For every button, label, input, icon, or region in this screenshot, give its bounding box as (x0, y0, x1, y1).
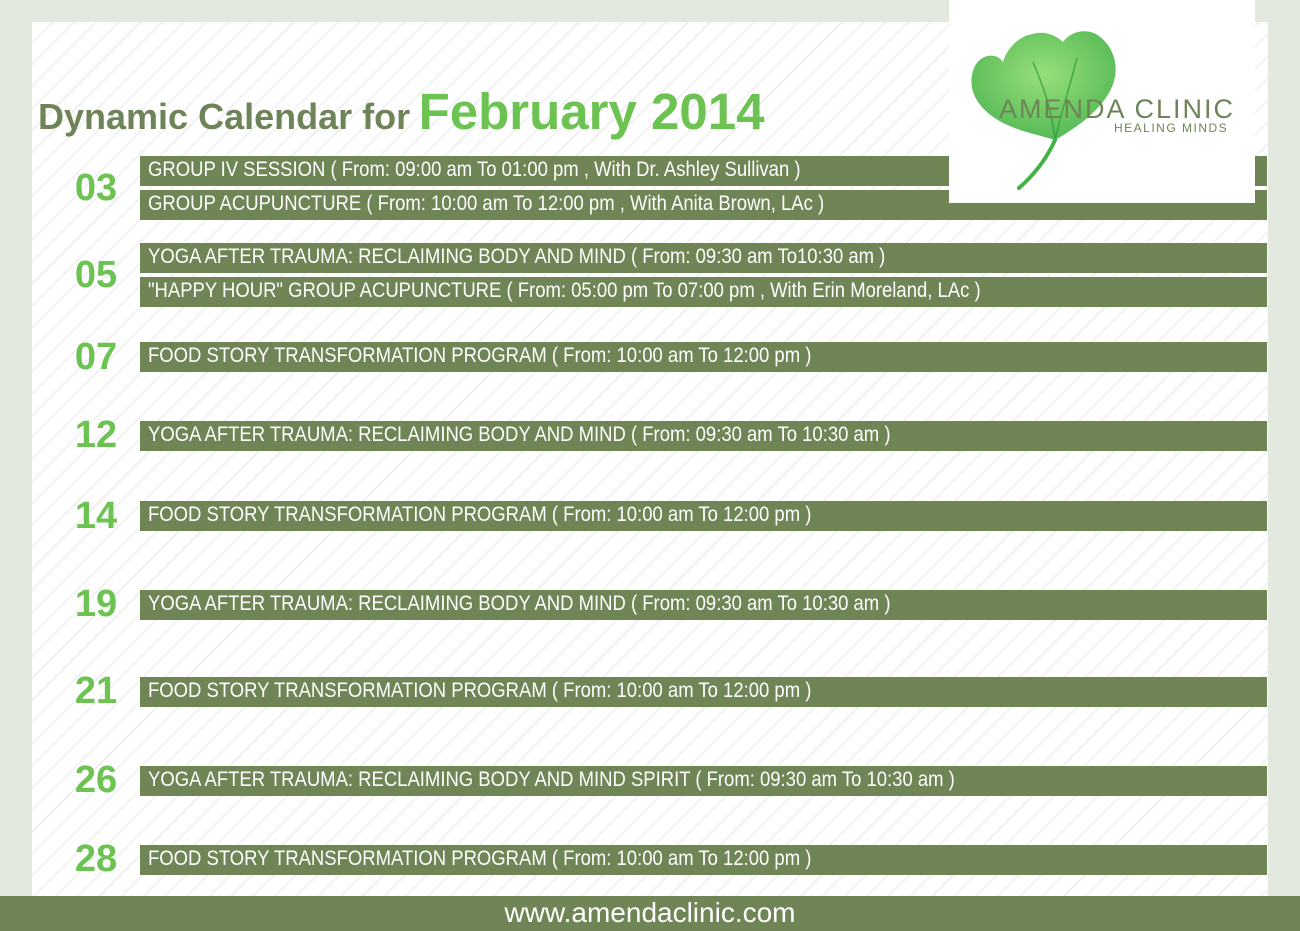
day-number: 26 (74, 759, 118, 801)
event-label: "HAPPY HOUR" GROUP ACUPUNCTURE ( From: 05:00 pm To 07:00 pm , With Erin Moreland, LAc ) (148, 279, 981, 302)
event-label: YOGA AFTER TRAUMA: RECLAIMING BODY AND MIND SPIRIT ( From: 09:30 am To 10:30 am ) (148, 768, 955, 791)
title-month: February 2014 (418, 83, 765, 140)
event-bar (140, 277, 1267, 307)
page-title (38, 82, 764, 141)
event-label: YOGA AFTER TRAUMA: RECLAIMING BODY AND MIND ( From: 09:30 am To 10:30 am ) (148, 592, 891, 615)
day-number: 12 (74, 414, 118, 456)
event-bar (140, 342, 1267, 372)
event-label: FOOD STORY TRANSFORMATION PROGRAM ( From: 10:00 am To 12:00 pm ) (148, 679, 812, 702)
day-number: 03 (74, 167, 118, 209)
event-label: GROUP IV SESSION ( From: 09:00 am To 01:00 pm , With Dr. Ashley Sullivan ) (148, 158, 801, 181)
event-label: FOOD STORY TRANSFORMATION PROGRAM ( From: 10:00 am To 12:00 pm ) (148, 344, 812, 367)
event-bar (140, 766, 1267, 796)
event-label: FOOD STORY TRANSFORMATION PROGRAM ( From: 10:00 am To 12:00 pm ) (148, 847, 812, 870)
event-bar (140, 501, 1267, 531)
event-bar (140, 243, 1267, 273)
footer-bar (0, 896, 1300, 931)
event-bar (140, 421, 1267, 451)
event-label: FOOD STORY TRANSFORMATION PROGRAM ( From: 10:00 am To 12:00 pm ) (148, 503, 812, 526)
day-number: 14 (74, 495, 118, 537)
title-prefix: Dynamic Calendar for (38, 96, 411, 137)
day-number: 05 (74, 254, 118, 296)
website-link[interactable]: www.amendaclinic.com (504, 897, 796, 928)
event-label: YOGA AFTER TRAUMA: RECLAIMING BODY AND MIND ( From: 09:30 am To10:30 am ) (148, 245, 886, 268)
event-label: GROUP ACUPUNCTURE ( From: 10:00 am To 12:00 pm , With Anita Brown, LAc ) (148, 192, 825, 215)
brand-name: AMENDA CLINIC (999, 94, 1236, 124)
event-bar (140, 845, 1267, 875)
event-bar (140, 590, 1267, 620)
clinic-logo (949, 0, 1255, 203)
day-number: 07 (74, 336, 118, 378)
day-number: 21 (74, 670, 118, 712)
event-label: YOGA AFTER TRAUMA: RECLAIMING BODY AND MIND ( From: 09:30 am To 10:30 am ) (148, 423, 891, 446)
event-bar (140, 677, 1267, 707)
day-number: 28 (74, 838, 118, 880)
brand-tagline: HEALING MINDS (1114, 121, 1229, 135)
day-number: 19 (74, 583, 118, 625)
